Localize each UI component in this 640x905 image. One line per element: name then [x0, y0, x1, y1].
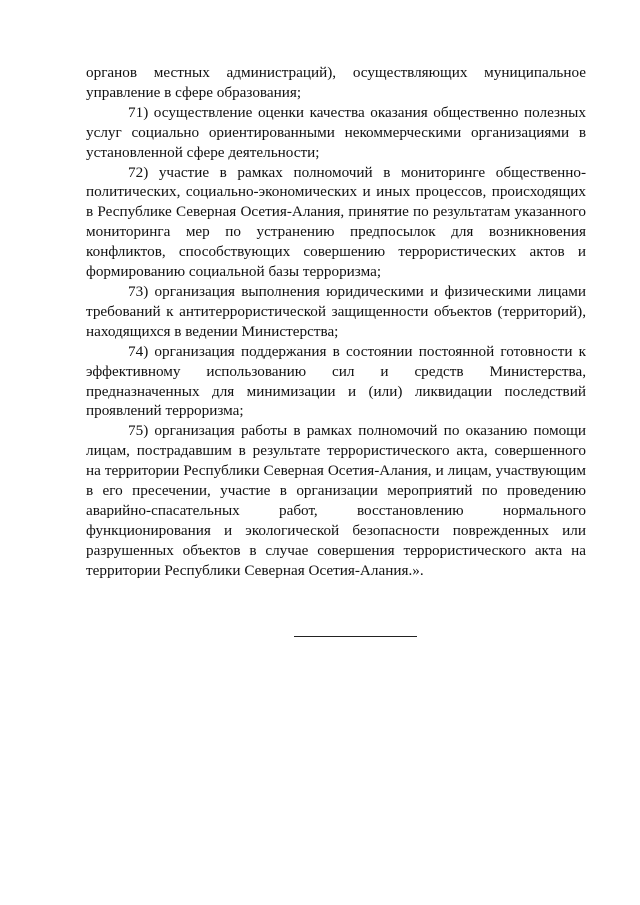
paragraph-continuation: органов местных администраций), осуществляющих муниципальное управление в сфере образования;	[86, 64, 586, 101]
document-body	[86, 63, 586, 581]
paragraph-item-73: 73) организация выполнения юридическими и физическими лицами требований к антитеррористической защищенности объектов (территорий), находящихся в ведении Министерства;	[86, 282, 586, 340]
end-of-document-rule	[294, 636, 417, 637]
paragraph-item-72: 72) участие в рамках полномочий в мониторинге общественно-политических, социально-экономических и иных процессов, происходящих в Республике Северная Осетия-Алания, принятие по результатам указанного мониторинга мер по устранению предпосылок для возникновения конфликтов, способствующих совершению террористических актов и формированию социальной базы терроризма;	[86, 163, 586, 281]
paragraph-item-74: 74) организация поддержания в состоянии постоянной готовности к эффективному использованию сил и средств Министерства, предназначенных для минимизации и (или) ликвидации последствий проявлений терроризма;	[86, 342, 586, 420]
paragraph-item-75: 75) организация работы в рамках полномочий по оказанию помощи лицам, пострадавшим в результате террористического акта, совершенного на территории Республики Северная Осетия-Алания, и лицам, участвующим в его пресечении, участие в организации мероприятий по проведению аварийно-спасательных работ, восстановлению нормального функционирования и экологической безопасности поврежденных или разрушенных объектов в случае совершения террористического акта на территории Республики Северная Осетия-Алания.».	[86, 422, 586, 579]
paragraph-item-71: 71) осуществление оценки качества оказания общественно полезных услуг социально ориентированными некоммерческими организациями в установленной сфере деятельности;	[86, 103, 586, 161]
